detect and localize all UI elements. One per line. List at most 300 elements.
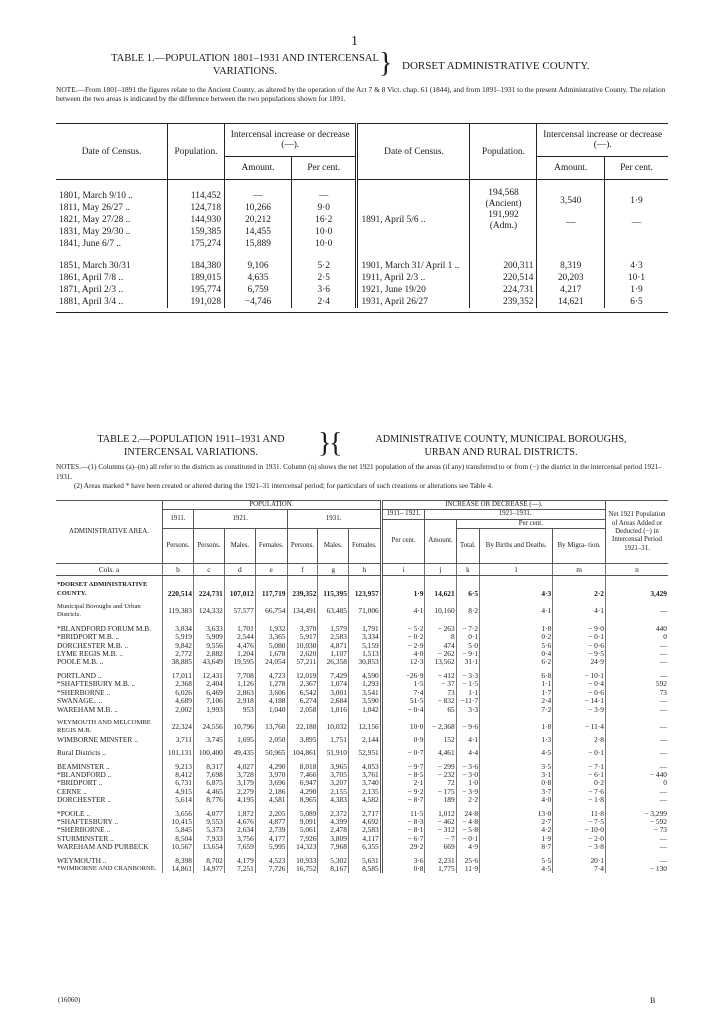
table-row [56, 658, 668, 666]
t2-col-letter: Cols. a [56, 564, 163, 576]
t2-cell: 3,001 [318, 689, 348, 697]
t2-cell: 1,932 [255, 625, 287, 633]
t2-cell: 0·2 [480, 633, 553, 641]
t2-cell: 1,012 [425, 810, 456, 818]
t1-date-r: 1911, April 2/3 .. [357, 272, 470, 284]
t2-area-name: *DORSET ADMINISTRATIVE COUNTY. [57, 581, 148, 597]
table-row [56, 736, 668, 744]
t2-h-1931: 1931. [287, 510, 381, 529]
t2-cell: − 7·6 [553, 788, 606, 796]
t2-h-1911-21: 1911– 1921. [381, 510, 425, 519]
t2-cell: 24·8 [456, 810, 479, 818]
t1-date: 1801, March 9/10 .. [56, 180, 168, 203]
t2-cell: 4,723 [255, 672, 287, 680]
t2-cell: 10,415 [163, 818, 194, 826]
t2-col-letter: h [348, 564, 381, 576]
t2-cell: − 312 [425, 826, 456, 834]
t1-pop: 184,380 [168, 250, 225, 272]
t2-cell: 4,290 [255, 763, 287, 771]
t2-cell: 0 [606, 633, 669, 641]
t2-cell: 4·0 [381, 650, 425, 658]
table-row [56, 272, 668, 284]
t2-cell: 3,656 [163, 810, 194, 818]
t2-area-name: *BRIDPORT M.B. .. [57, 632, 120, 642]
t2-cell: 4·1 [553, 603, 606, 620]
t2-cell: 65 [425, 706, 456, 714]
t2-cell: 3,633 [193, 625, 224, 633]
t2-cell: 5,631 [348, 857, 381, 865]
t2-cell: 24,556 [193, 719, 224, 736]
table-row [56, 865, 668, 873]
t2-cell: − 7·1 [553, 763, 606, 771]
t2-cell: 4,581 [255, 796, 287, 804]
table-row [56, 250, 668, 272]
t2-cell: 13,760 [255, 719, 287, 736]
table-row [56, 603, 668, 620]
t1-amt-r: 4,217 [537, 284, 604, 296]
t2-cell: 4,117 [348, 835, 381, 843]
t1-date: 1881, April 3/4 .. [56, 296, 168, 308]
t2-cell: 10,160 [425, 603, 456, 620]
t2-cell: 152 [425, 736, 456, 744]
t2-cell: − 0·7 [381, 749, 425, 757]
t1-pop: 114,452 [168, 180, 225, 203]
t2-cell: 22,188 [287, 719, 318, 736]
t2-cell: 12·3 [381, 658, 425, 666]
t2-cell: — [606, 857, 669, 865]
t2-cell: − 11·4 [553, 719, 606, 736]
t2-cell: 1,701 [224, 625, 255, 633]
t2-cell: 7,926 [287, 835, 318, 843]
t2-cell: 101,131 [163, 749, 194, 757]
table2-title-line1: TABLE 2.—POPULATION 1911–1931 AND [97, 434, 285, 445]
t2-cell: 2,583 [348, 826, 381, 834]
t1-pct-r: 10·1 [627, 273, 646, 283]
t1-pop: 191,028 [168, 296, 225, 308]
t1-amt-r: 20,203 [537, 272, 604, 284]
t2-cell: − 8·1 [381, 826, 425, 834]
t2-h-area: ADMINISTRATIVE AREA. [56, 501, 163, 564]
t2-h-amount: Amount. [425, 519, 456, 563]
t2-cell: − 262 [425, 650, 456, 658]
t2-cell: − 3·9 [456, 788, 479, 796]
t1-date: 1841, June 6/7 .. [56, 238, 168, 250]
t2-cell: −26·9 [381, 672, 425, 680]
t2-cell: − 6·1 [553, 771, 606, 779]
t2-h-persons-1931: Persons. [287, 529, 318, 564]
table-row [56, 706, 668, 714]
t2-area-name: WAREHAM M.B. .. [57, 704, 118, 714]
t2-cell: 29·2 [381, 843, 425, 851]
t2-cell: 1,074 [318, 680, 348, 688]
t1-pct: 10·0 [291, 238, 357, 250]
t2-cell: 4,399 [318, 818, 348, 826]
t2-cell: 6,875 [193, 779, 224, 787]
t2-cell: 13,562 [425, 658, 456, 666]
t2-cell: − 3·6 [456, 763, 479, 771]
t2-cell: 4,177 [255, 835, 287, 843]
t2-cell: 2·2 [456, 796, 479, 804]
t2-cell: 1·7 [480, 689, 553, 697]
t2-cell: − 8·3 [381, 818, 425, 826]
t2-h-net: Net 1921 Population of Areas Added or Deducted (−) in Intercensal Period 1921–31. [606, 501, 669, 564]
t1-amt: 10,266 [225, 202, 292, 214]
t2-cell: 4·0 [480, 796, 553, 804]
t2-cell: 8,167 [318, 865, 348, 873]
t2-col-letter: i [381, 564, 425, 576]
t2-cell: − 0·1 [553, 633, 606, 641]
t1-date-r: 1901, March 31/ April 1 .. [357, 250, 470, 272]
t2-cell: − 9·7 [381, 763, 425, 771]
footer-code: (16060) [58, 996, 81, 1004]
t2-cell: 3,895 [287, 736, 318, 744]
t1-pop_a: 194,568 [488, 188, 519, 198]
table2-note1: NOTES.—(1) Columns (a)–(m) all refer to the districts as constituted in 1931. Column (n) shows the net 1921 population of the areas (if any) transferred to or from (−) the district in the intercensal period 1921–1931. [56, 463, 662, 481]
t2-cell: 2,544 [224, 633, 255, 641]
t2-cell: 2,205 [255, 810, 287, 818]
t2-cell: 224,731 [193, 576, 224, 598]
t2-cell: − 592 [606, 818, 669, 826]
t2-col-letter: e [255, 564, 287, 576]
table1 [56, 123, 668, 313]
t2-cell: − 9·0 [553, 625, 606, 633]
t1-pct-b: — [631, 218, 642, 228]
t2-h-persons-1911: Persons. [163, 529, 194, 564]
table1-title-line1: TABLE 1.—POPULATION 1801–1931 AND INTERCENSAL [111, 53, 379, 64]
t2-cell: 4,290 [287, 788, 318, 796]
t2-area-name: *SHERBORNE .. [57, 825, 111, 835]
t2-cell: − 0·2 [381, 633, 425, 641]
t2-area-name: *POOLE .. [57, 808, 91, 818]
t2-cell: 0·8 [480, 779, 553, 787]
t2-cell: 3,809 [318, 835, 348, 843]
t2-cell: 12,431 [193, 672, 224, 680]
t2-h-1921-31: 1921–1931. [425, 510, 606, 519]
t2-cell: 2,186 [255, 788, 287, 796]
t2-cell: 2,144 [348, 736, 381, 744]
t2-cell: 107,012 [224, 576, 255, 598]
t2-cell: 8,018 [287, 763, 318, 771]
t2-cell: 14,323 [287, 843, 318, 851]
t2-cell: 57,577 [224, 603, 255, 620]
t2-cell: 0·8 [381, 865, 425, 873]
t2-cell: 5,089 [287, 810, 318, 818]
t2-cell: − 263 [425, 625, 456, 633]
t2-cell: 4·1 [456, 736, 479, 744]
t2-cell: 2,863 [224, 689, 255, 697]
t2-cell: − 3·8 [553, 843, 606, 851]
t1-pct: 16·2 [291, 214, 357, 226]
t2-cell: 9,213 [163, 763, 194, 771]
t2-cell: 4,915 [163, 788, 194, 796]
t2-cell: 592 [606, 680, 669, 688]
t2-cell: − 8·5 [381, 771, 425, 779]
table2-notes [56, 463, 668, 492]
t2-cell: 9,842 [163, 642, 194, 650]
t2-cell: 5·6 [480, 642, 553, 650]
t2-cell: 2,368 [163, 680, 194, 688]
t2-col-letter: j [425, 564, 456, 576]
t1-pct: 2·4 [291, 296, 357, 308]
t2-cell: − 8·7 [381, 796, 425, 804]
t2-area-name: *SHAFTESBURY .. [57, 816, 119, 826]
t2-h-1921: 1921. [193, 510, 287, 529]
table1-area: DORSET ADMINISTRATIVE COUNTY. [402, 60, 590, 72]
t2-cell: 3,745 [193, 736, 224, 744]
t2-cell: 50,965 [255, 749, 287, 757]
t2-cell: 3,334 [348, 633, 381, 641]
t2-cell: − 10·1 [553, 672, 606, 680]
t2-cell: 14,621 [425, 576, 456, 598]
t2-cell: 5,614 [163, 796, 194, 804]
t2-cell: 3,429 [606, 576, 669, 598]
t2-cell: 6,469 [193, 689, 224, 697]
t2-cell: 4,590 [348, 672, 381, 680]
t2-cell: 2,739 [255, 826, 287, 834]
t2-cell: − 2·9 [381, 642, 425, 650]
t2-cell: — [606, 672, 669, 680]
t2-cell: 0·2 [553, 779, 606, 787]
t2-cell: 4,027 [224, 763, 255, 771]
t2-cell: 3,970 [255, 771, 287, 779]
t2-cell: 4·1 [480, 603, 553, 620]
t2-area-name: WEYMOUTH AND MELCOMBE REGIS M.B. [57, 718, 151, 735]
t2-cell: 4·3 [480, 576, 553, 598]
t2-h-migration: By Migra- tion. [553, 529, 606, 564]
t2-cell: 4,188 [255, 697, 287, 705]
t2-h-population: POPULATION. [163, 501, 382, 510]
t2-h-percent: Per cent. [456, 519, 605, 528]
t2-cell: 2,404 [193, 680, 224, 688]
t2-cell: 25·6 [456, 857, 479, 865]
t2-cell: 2,002 [163, 706, 194, 714]
t2-cell: 24·9 [553, 658, 606, 666]
t1-pop-r: 200,311 [470, 250, 537, 272]
t2-cell: — [606, 697, 669, 705]
t2-cell: 4,871 [318, 642, 348, 650]
t2-cell: 3,606 [255, 689, 287, 697]
t2-cell: 7,698 [193, 771, 224, 779]
t2-cell: 7·4 [553, 865, 606, 873]
t2-cell: 5,845 [163, 826, 194, 834]
t2-cell: — [606, 843, 669, 851]
t1-amt-r: 8,319 [537, 250, 604, 272]
t2-area-name: CERNE .. [57, 786, 87, 796]
t1-pct: — [291, 180, 357, 203]
t2-cell: 5,373 [193, 826, 224, 834]
t1-pop-r: 239,352 [470, 296, 537, 308]
t2-cell: 3,590 [348, 697, 381, 705]
t2-cell: 5·5 [480, 857, 553, 865]
t2-cell: 13,654 [193, 843, 224, 851]
t2-cell: 30,853 [348, 658, 381, 666]
t2-cell: 43,649 [193, 658, 224, 666]
t2-cell: 2,058 [287, 706, 318, 714]
t2-cell: − 0·1 [553, 749, 606, 757]
t2-cell: 1·5 [381, 680, 425, 688]
t2-col-letter: c [193, 564, 224, 576]
t2-cell: 4,692 [348, 818, 381, 826]
t2-cell: − 7·2 [456, 625, 479, 633]
t2-cell: − 9·6 [456, 719, 479, 736]
t2-cell: 6,355 [348, 843, 381, 851]
t2-area-name: *SHERBORNE .. [57, 687, 111, 697]
t2-cell: 4,523 [255, 857, 287, 865]
t2-cell: 5,159 [348, 642, 381, 650]
t2-cell: 2·8 [553, 736, 606, 744]
t1-pop: 195,774 [168, 284, 225, 296]
t2-cell: 239,352 [287, 576, 318, 598]
t1-pct: 5·2 [291, 250, 357, 272]
t1-h-inc: Intercensal increase or decrease (—). [225, 124, 357, 157]
t2-cell: − 7·5 [553, 818, 606, 826]
t2-cell: 124,332 [193, 603, 224, 620]
t2-cell: 11·5 [381, 810, 425, 818]
t2-cell: 3,696 [255, 779, 287, 787]
t2-h-females-1921: Females. [255, 529, 287, 564]
t2-area-name: Rural Districts .. [57, 748, 106, 758]
t2-cell: — [606, 603, 669, 620]
t2-col-letter: m [553, 564, 606, 576]
t2-cell: − 3,299 [606, 810, 669, 818]
t2-cell: 2,918 [224, 697, 255, 705]
t2-cell: 4,689 [163, 697, 194, 705]
t1-h-pop2: Population. [470, 124, 537, 180]
t1-amt: 15,889 [225, 238, 292, 250]
table2-area [346, 433, 656, 459]
t2-cell: 9,556 [193, 642, 224, 650]
t2-cell: 5,917 [287, 633, 318, 641]
t2-cell: — [606, 763, 669, 771]
t2-cell: 1,791 [348, 625, 381, 633]
t2-cell: 3,756 [224, 835, 255, 843]
t2-col-letter: g [318, 564, 348, 576]
t1-h-amt2: Amount. [537, 157, 604, 180]
t2-cell: — [606, 835, 669, 843]
t2-cell: 0·9 [381, 736, 425, 744]
t2-cell: 13·0 [480, 810, 553, 818]
t2-cell: 8,398 [163, 857, 194, 865]
t2-cell: 10,032 [318, 719, 348, 736]
t2-h-persons-1921: Persons. [193, 529, 224, 564]
t2-cell: 2,634 [224, 826, 255, 834]
t2-cell: — [606, 650, 669, 658]
t2-cell: − 299 [425, 763, 456, 771]
t2-cell: 7,466 [287, 771, 318, 779]
t2-cell: 1,107 [318, 650, 348, 658]
t2-cell: 2,155 [318, 788, 348, 796]
t2-cell: 1·9 [381, 576, 425, 598]
t2-cell: — [606, 642, 669, 650]
t2-area-name: DORCHESTER M.B. .. [57, 640, 129, 650]
t2-cell: 1·3 [480, 736, 553, 744]
t2-cell: 134,491 [287, 603, 318, 620]
table-row [56, 296, 668, 308]
table1-note: NOTE.—From 1801–1891 the figures relate to the Ancient County, as altered by the operation of the Act 7 & 8 Vict. chap. 61 (1844), and from 1891–1931 to the present Administrative County. The relation between the two areas is indicated by the difference between the two populations shown for 1891. [56, 85, 666, 104]
t2-cell: 8,412 [163, 771, 194, 779]
t2-cell: 1,579 [318, 625, 348, 633]
t2-cell: 8·2 [456, 603, 479, 620]
t2-cell: — [606, 658, 669, 666]
t1-amt: 4,635 [225, 272, 292, 284]
t2-cell: 1,872 [224, 810, 255, 818]
t2-cell: 66,754 [255, 603, 287, 620]
t2-cell: 1,278 [255, 680, 287, 688]
t1-label_a: (Ancient) [485, 199, 522, 209]
t2-cell: 4,179 [224, 857, 255, 865]
t1-date-1891: 1891, April 5/6 .. [357, 180, 470, 251]
t2-col-letter: l [480, 564, 553, 576]
t2-cell: 8,585 [348, 865, 381, 873]
t2-cell: 1·1 [456, 689, 479, 697]
t2-cell: − 232 [425, 771, 456, 779]
t2-cell: 26,358 [318, 658, 348, 666]
t2-cell: 5·0 [456, 642, 479, 650]
t2-cell: − 9·5 [553, 650, 606, 658]
t1-amt-a: 3,540 [560, 196, 582, 206]
t2-cell: 953 [224, 706, 255, 714]
t2-area-name: SWANAGE.. .. [57, 696, 103, 706]
t2-cell: − 3·3 [456, 672, 479, 680]
brace-glyph: } [379, 48, 393, 79]
t2-cell: 3,728 [224, 771, 255, 779]
t2-cell: 8,702 [193, 857, 224, 865]
t2-cell: 4·4 [456, 749, 479, 757]
t1-pop: 144,930 [168, 214, 225, 226]
t2-cell: 72 [425, 779, 456, 787]
t2-cell: 5,061 [287, 826, 318, 834]
t2-cell: 57,211 [287, 658, 318, 666]
t2-cell: 100,400 [193, 749, 224, 757]
t2-cell: − 9·1 [456, 650, 479, 658]
t2-cell: 2,772 [163, 650, 194, 658]
t2-cell: 3,541 [348, 689, 381, 697]
table-row [56, 749, 668, 757]
t2-area-name: *SHAFTESBURY M.B. .. [57, 679, 136, 689]
t1-pct: 9·0 [291, 202, 357, 214]
t2-h-births: By Births and Deaths. [480, 529, 553, 564]
t1-amt-1891 [537, 180, 604, 251]
t2-cell: − 73 [606, 826, 669, 834]
t1-amt: 9,106 [225, 250, 292, 272]
t2-cell: 5,995 [255, 843, 287, 851]
t2-cell: 123,957 [348, 576, 381, 598]
t2-cell: 4,461 [425, 749, 456, 757]
t2-col-letter: b [163, 564, 194, 576]
t2-cell: 1,040 [255, 706, 287, 714]
t2-cell: 3,740 [348, 779, 381, 787]
brace-glyph: { [329, 428, 343, 459]
t2-cell: 2,135 [348, 788, 381, 796]
t2-cell: 9,553 [193, 818, 224, 826]
t2-cell: − 0·4 [553, 680, 606, 688]
t2-cell: 3,965 [318, 763, 348, 771]
t2-cell: 4·5 [480, 865, 553, 873]
t2-cell: − 0·1 [456, 835, 479, 843]
t2-cell: 2,684 [318, 697, 348, 705]
t2-cell: 3,711 [163, 736, 194, 744]
t2-cell: 5,080 [255, 642, 287, 650]
t2-cell: − 832 [425, 697, 456, 705]
t2-h-total: Total. [456, 529, 479, 564]
t1-amt: — [225, 180, 292, 203]
t2-cell: 4,383 [318, 796, 348, 804]
t2-h-1911: 1911. [163, 510, 194, 529]
t2-cell: 3,365 [255, 633, 287, 641]
table2-heading [56, 428, 668, 464]
t2-cell: 9,091 [287, 818, 318, 826]
t2-cell: — [606, 796, 669, 804]
